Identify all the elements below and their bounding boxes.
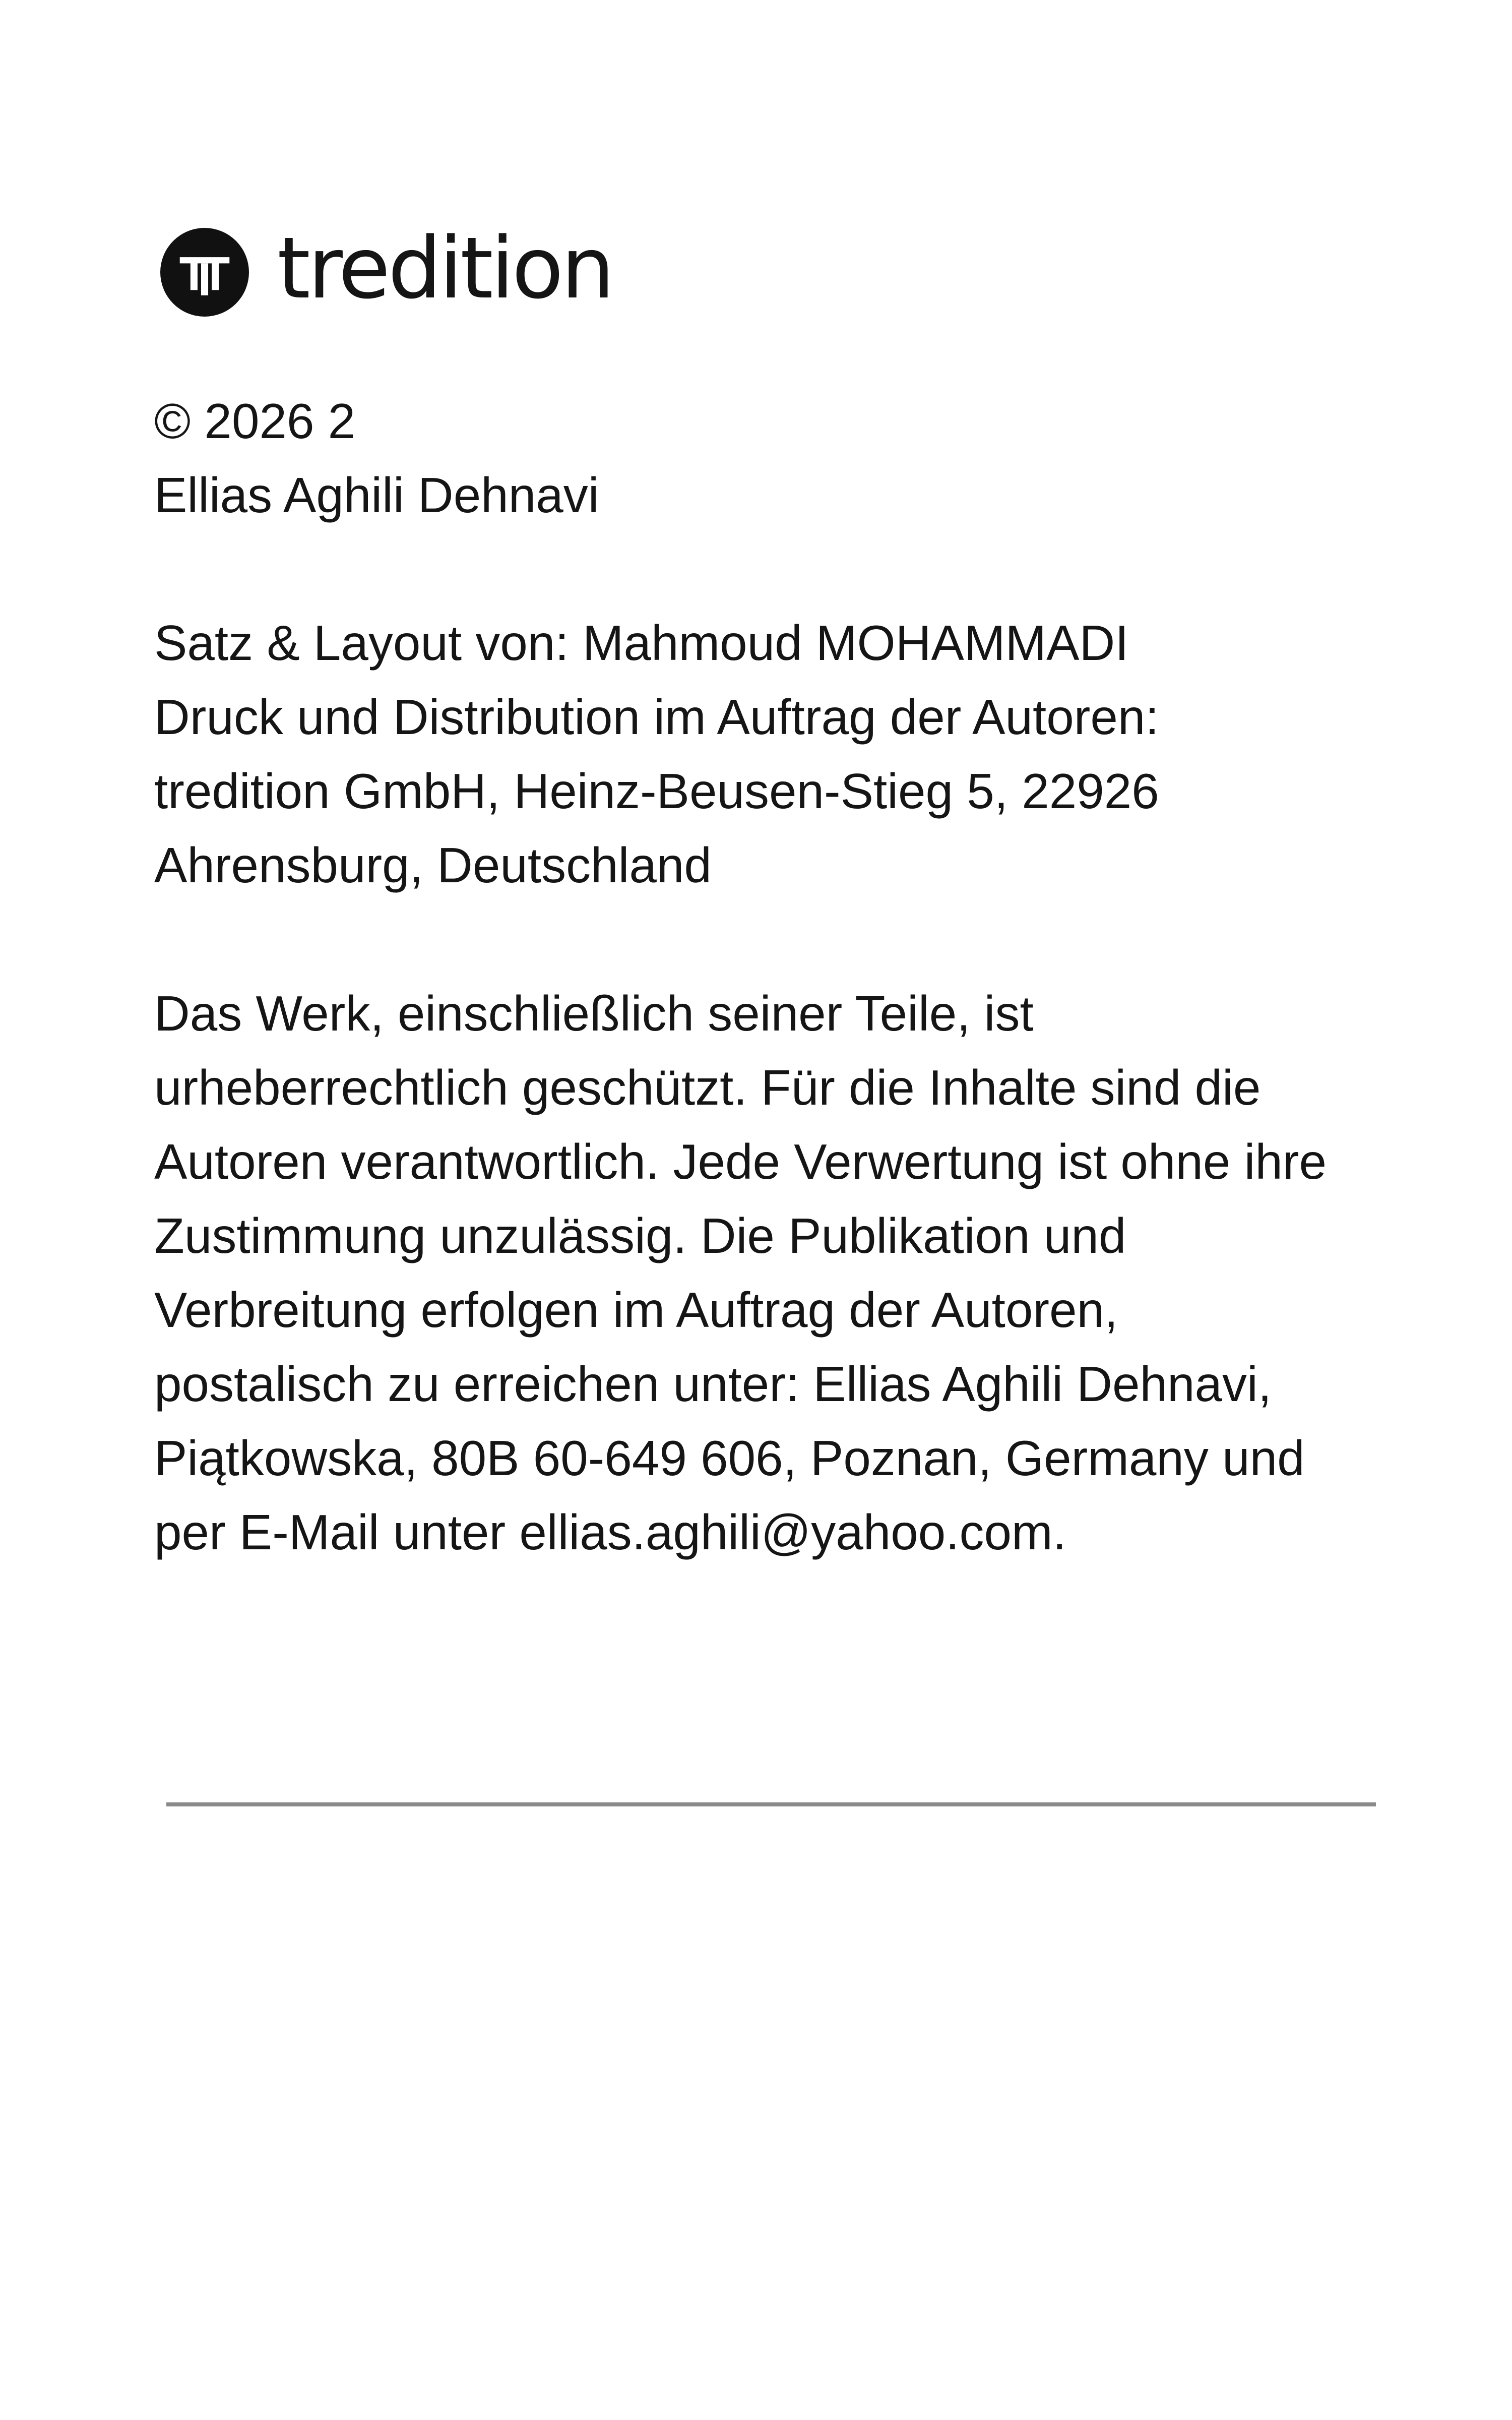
legal-line: Autoren verantwortlich. Jede Verwertung ist ohne ihre	[154, 1134, 1327, 1189]
divider-rule	[166, 1802, 1376, 1806]
copyright-block	[154, 384, 1394, 532]
layout-credit: Satz & Layout von: Mahmoud MOHAMMADI	[154, 615, 1129, 671]
legal-notice	[154, 977, 1394, 1569]
legal-line: Zustimmung unzulässig. Die Publikation und	[154, 1208, 1126, 1263]
credits-block	[154, 606, 1394, 902]
contact-email-line: per E-Mail unter ellias.aghili@yahoo.com.	[154, 1504, 1066, 1560]
legal-line: urheberrechtlich geschützt. Für die Inhalte sind die	[154, 1060, 1261, 1115]
publisher-address: tredition GmbH, Heinz-Beusen-Stieg 5, 22926	[154, 763, 1159, 819]
copyright-line: © 2026 2	[154, 393, 356, 449]
publisher-city: Ahrensburg, Deutschland	[154, 837, 712, 893]
publisher-wordmark: tredition	[277, 219, 612, 318]
legal-line: postalisch zu erreichen unter: Ellias Aghili Dehnavi,	[154, 1356, 1272, 1412]
print-distribution-line: Druck und Distribution im Auftrag der Autoren:	[154, 689, 1159, 745]
legal-line: Piątkowska, 80B 60-649 606, Poznan, Germany und	[154, 1430, 1305, 1486]
legal-line: Das Werk, einschließlich seiner Teile, ist	[154, 986, 1034, 1041]
author-name: Ellias Aghili Dehnavi	[154, 467, 599, 523]
tredition-t-logo-icon	[160, 228, 249, 317]
legal-line: Verbreitung erfolgen im Auftrag der Autoren,	[154, 1282, 1118, 1338]
publisher-logo	[160, 219, 612, 318]
